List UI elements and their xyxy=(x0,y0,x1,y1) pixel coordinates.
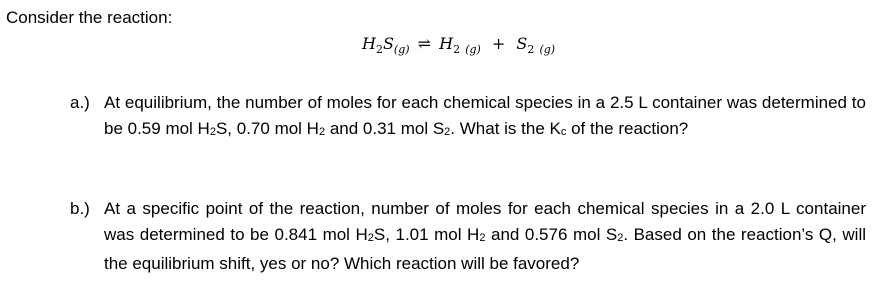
product1-h: H xyxy=(439,34,454,53)
question-b-sub-3: 2 xyxy=(617,232,624,244)
question-a-marker: a.) xyxy=(70,93,90,112)
question-b-marker: b.) xyxy=(70,199,90,218)
question-a xyxy=(70,90,866,145)
product1-subscript: 2 xyxy=(453,43,461,57)
reactant-h: H xyxy=(362,34,376,53)
question-a-sub-2: 2 xyxy=(318,126,326,138)
product2-s: S xyxy=(516,34,528,53)
question-b xyxy=(70,196,866,277)
reaction-equation xyxy=(362,34,555,56)
question-a-sub-1: 2 xyxy=(209,126,216,138)
plus-sign: + xyxy=(491,34,506,53)
question-a-text-4: . What is the K xyxy=(450,119,561,138)
product2-state: (g) xyxy=(539,43,556,57)
intro-text: Consider the reaction: xyxy=(6,8,173,27)
question-b-sub-2: 2 xyxy=(479,232,486,244)
reactant-state: (g) xyxy=(393,43,410,57)
question-a-text-5: of the reaction? xyxy=(566,119,689,138)
question-a-sub-4: c xyxy=(560,126,567,138)
question-b-text-4: . Based on the reaction’s Q, will the equilibrium shift, yes or no? Which reaction will be favored? xyxy=(104,225,867,273)
question-b-text-2: S, 1.01 mol H xyxy=(373,225,480,244)
product2-subscript: 2 xyxy=(527,43,535,57)
product1-state: (g) xyxy=(465,43,481,57)
question-a-text-3: and 0.31 mol S xyxy=(325,119,445,138)
question-a-sub-3: 2 xyxy=(444,126,451,138)
reactant-s: S xyxy=(382,34,394,53)
question-b-text-1: At a specific point of the reaction, number of moles for each chemical species in a 2.0 L container was determined to be 0.841 mol H xyxy=(104,199,866,244)
question-b-text-3: and 0.576 mol S xyxy=(485,225,618,244)
question-a-text-1: At equilibrium, the number of moles for each chemical species in a 2.5 L container was determined to be 0.59 mol H xyxy=(104,93,866,138)
question-a-text-2: S, 0.70 mol H xyxy=(215,119,319,138)
equilibrium-arrow-icon: ⇌ xyxy=(417,34,432,53)
question-b-sub-1: 2 xyxy=(367,232,374,244)
reactant-h-subscript: 2 xyxy=(375,43,383,57)
